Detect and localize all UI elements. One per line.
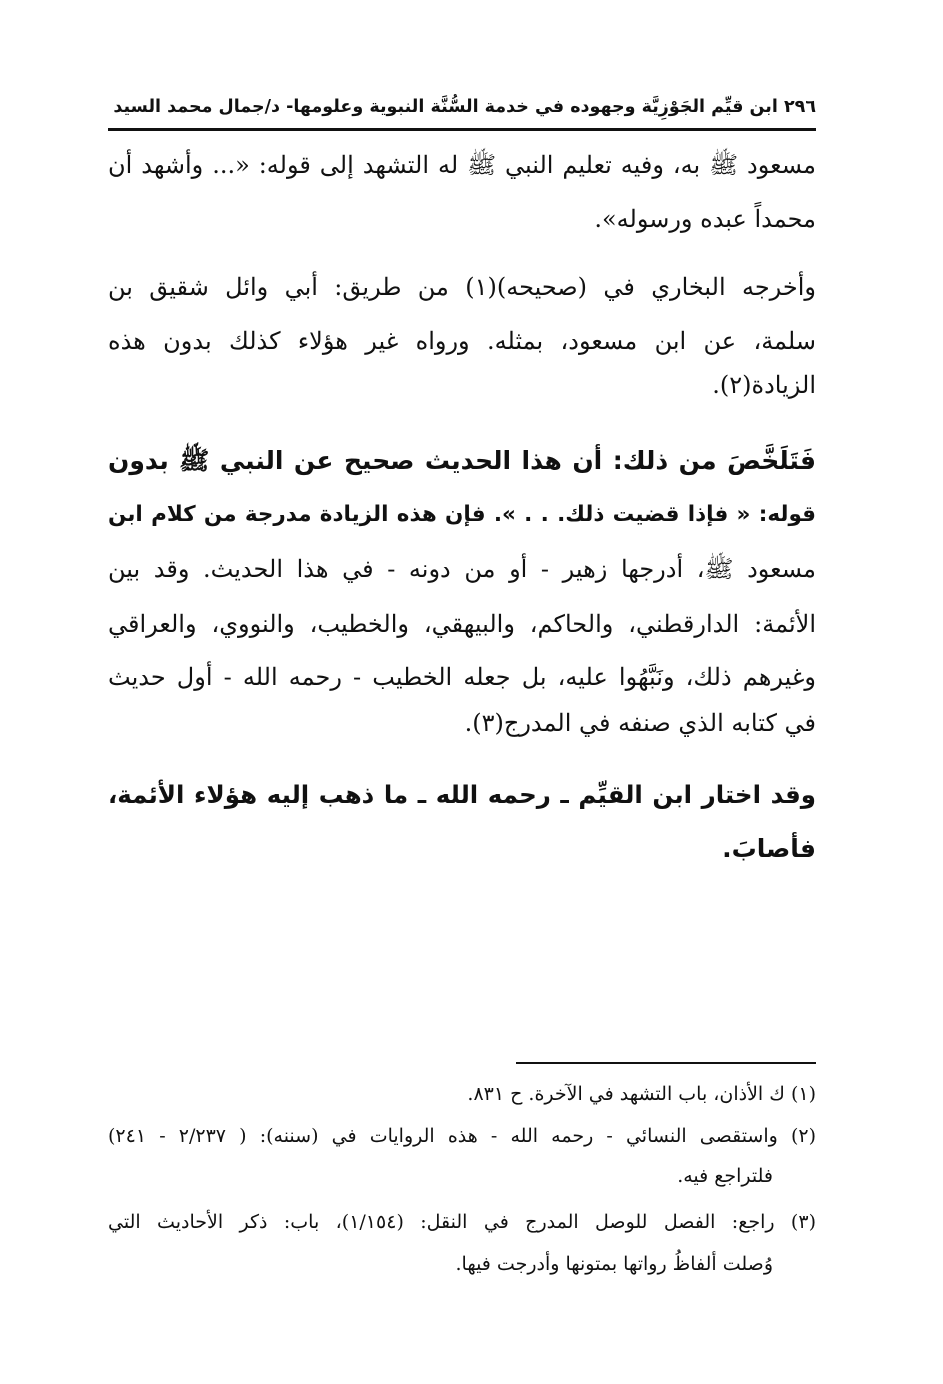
body-line: وقد اختار ابن القيِّم ـ رحمه الله ـ ما ذهب إليه هؤلاء الأئمة،	[108, 780, 816, 809]
footnote: (٣) راجع: الفصل للوصل المدرج في النقل: (١/١٥٤)، باب: ذكر الأحاديث التي	[108, 1211, 816, 1233]
body-line: فَتَلَخَّصَ من ذلك: أن هذا الحديث صحيح عن النبي ﷺ بدون	[108, 446, 816, 475]
body-line: في كتابه الذي صنفه في المدرج(٣).	[464, 709, 816, 737]
footnote-rule	[516, 1062, 816, 1064]
running-title: ابن قيِّم الجَوْزِيَّة وجهوده في خدمة السُّنَّة النبوية وعلومها- د/جمال محمد السيد	[113, 97, 778, 117]
body-line: الزيادة(٢).	[712, 371, 816, 399]
body-line: فأصابَ.	[722, 834, 816, 863]
body-line: الأئمة: الدارقطني، والحاكم، والبيهقي، والخطيب، والنووي، والعراقي	[108, 610, 816, 638]
body-line: قوله: « فإذا قضيت ذلك. . . ». فإن هذه الزيادة مدرجة من كلام ابن	[108, 502, 816, 527]
footnote-continuation: وُصلت ألفاظُ رواتها بمتونها وأدرجت فيها.	[455, 1253, 773, 1275]
body-line: مسعود ﷺ به، وفيه تعليم النبي ﷺ له التشهد إلى قوله: «... وأشهد أن	[108, 151, 816, 179]
page-number: ٢٩٦	[783, 97, 816, 117]
header-rule	[108, 128, 816, 131]
body-line: مسعود ﷺ، أدرجها زهير - أو من دونه - في هذا الحديث. وقد بين	[108, 555, 816, 583]
body-line: وأخرجه البخاري في (صحيحه)(١) من طريق: أبي وائل شقيق بن	[108, 273, 816, 301]
body-line: وغيرهم ذلك، ونَبَّهُوا عليه، بل جعله الخطيب - رحمه الله - أول حديث	[108, 663, 816, 691]
footnote: (٢) واستقصى النسائي - رحمه الله - هذه الروايات في (سننه): ( ٢/٢٣٧ - ٢٤١)	[108, 1125, 817, 1147]
body-line: سلمة، عن ابن مسعود، بمثله. ورواه غير هؤلاء كذلك بدون هذه	[108, 327, 816, 355]
body-line: محمداً عبده ورسوله».	[594, 205, 816, 233]
running-header	[108, 92, 816, 122]
footnote: (١) ك الأذان، باب التشهد في الآخرة. ح ٨٣١.	[467, 1083, 816, 1105]
footnote-continuation: فلتراجع فيه.	[677, 1165, 773, 1187]
